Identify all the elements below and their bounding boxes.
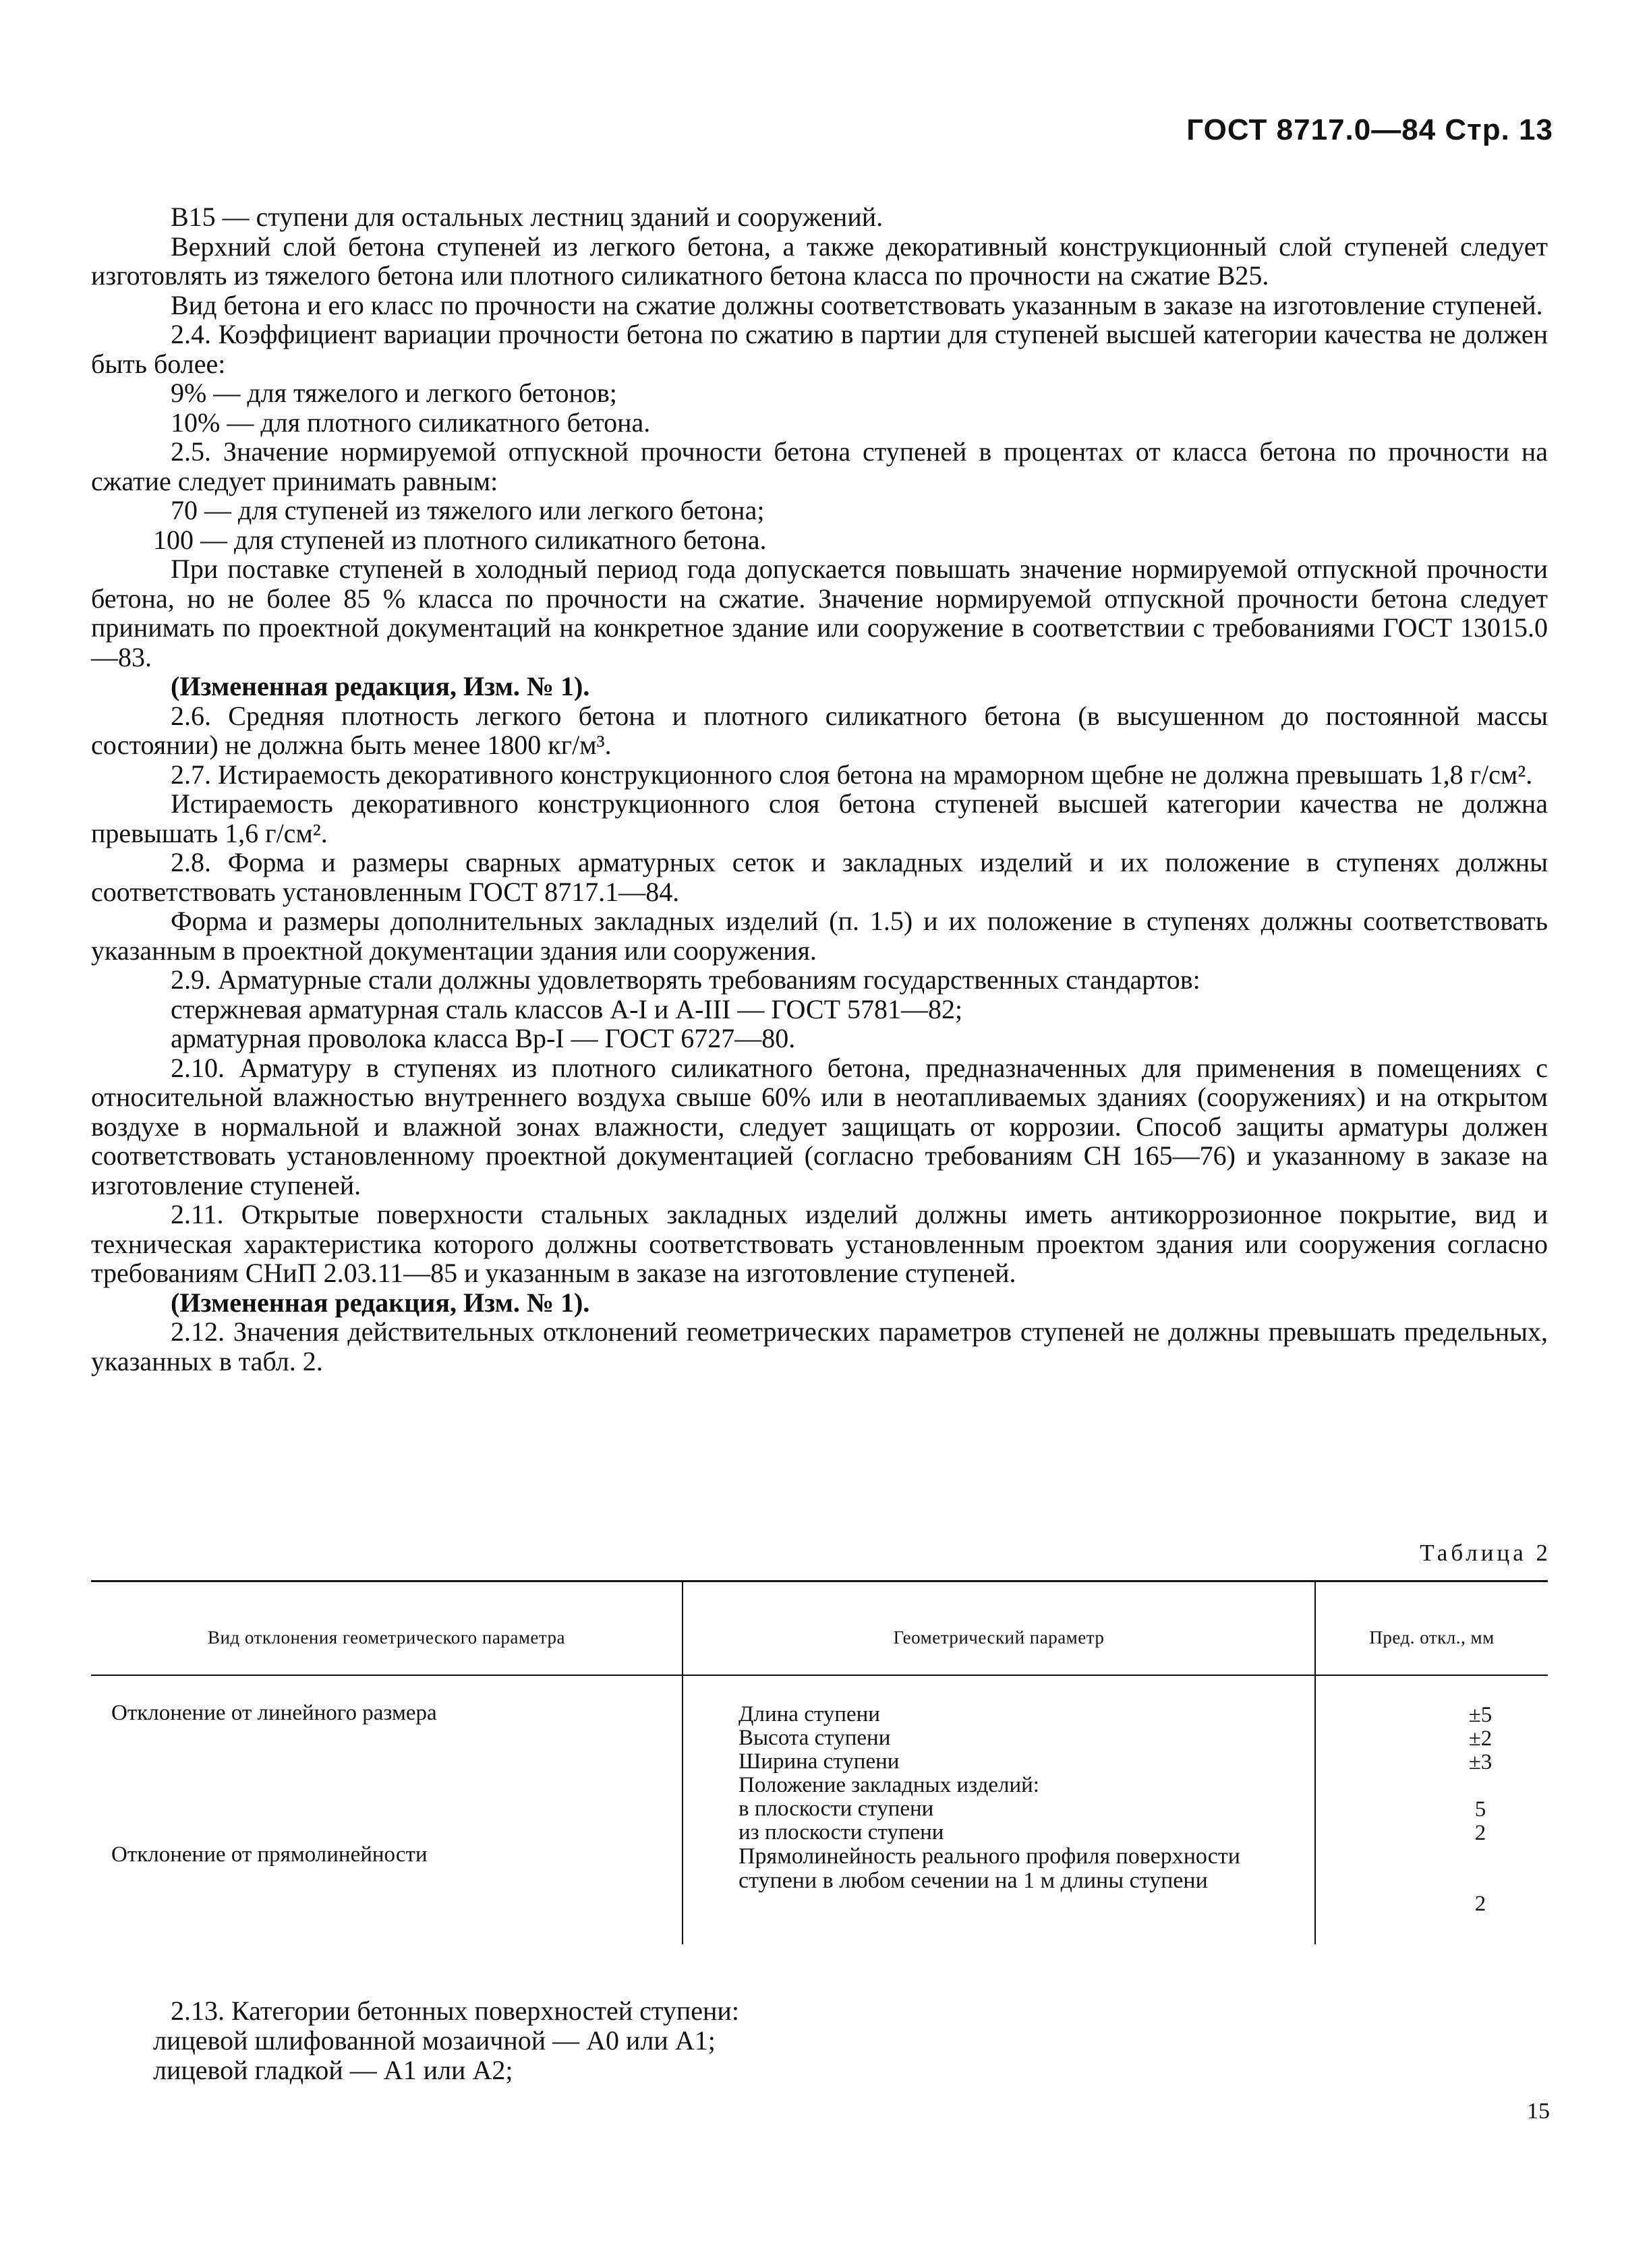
paragraph: Форма и размеры дополнительных закладных изделий (п. 1.5) и их положение в ступенях должны соответствовать указанным в проектной документации здания или сооружения. bbox=[91, 906, 1548, 966]
paragraph: 2.6. Средняя плотность легкого бетона и плотного силикатного бетона (в высушенном до постоянной массы состоянии) не должна быть менее 1800 кг/м³. bbox=[91, 700, 1548, 760]
paragraph: 2.4. Коэффициент вариации прочности бетона по сжатию в партии для ступеней высшей категории качества не должен быть более: bbox=[91, 319, 1548, 379]
list-item: стержневая арматурная сталь классов A-I и A-III — ГОСТ 5781—82; bbox=[171, 993, 963, 1024]
table-header-rule bbox=[91, 1675, 1548, 1676]
table-cell: Положение закладных изделий: bbox=[738, 1773, 1039, 1797]
deviation-table bbox=[91, 1580, 1548, 1944]
table-cell: Ширина ступени bbox=[738, 1749, 900, 1774]
list-item: лицевой гладкой — А1 или А2; bbox=[153, 2055, 513, 2085]
table-cell: ±3 bbox=[1468, 1750, 1493, 1774]
table-cell: Длина ступени bbox=[738, 1702, 880, 1726]
paragraph: 2.9. Арматурные стали должны удовлетворять требованиям государственных стандартов: bbox=[171, 964, 1200, 995]
table-cell: ±2 bbox=[1468, 1726, 1493, 1751]
paragraph: 2.7. Истираемость декоративного конструкционного слоя бетона на мраморном щебне не должна превышать 1,8 г/см². bbox=[171, 759, 1533, 790]
list-item: 9% — для тяжелого и легкого бетонов; bbox=[171, 378, 617, 408]
list-item: 10% — для плотного силикатного бетона. bbox=[171, 407, 651, 438]
list-item: лицевой шлифованной мозаичной — А0 или А1; bbox=[153, 2025, 716, 2056]
table-cell: ±5 bbox=[1468, 1703, 1493, 1727]
table-cell: 2 bbox=[1474, 1821, 1486, 1845]
table-top-rule bbox=[91, 1580, 1548, 1582]
paragraph: Истираемость декоративного конструкционного слоя бетона ступеней высшей категории качества не должна превышать 1,6 г/см². bbox=[91, 788, 1548, 848]
paragraph: 2.11. Открытые поверхности стальных закладных изделий должны иметь антикоррозионное покрытие, вид и техническая характеристика которого должны соответствовать установленным проектом здания или сооружения согласно требованиям СНиП 2.03.11—85 и указанным в заказе на изготовление ступеней. bbox=[91, 1199, 1548, 1288]
table-cell: Отклонение от прямолинейности bbox=[111, 1842, 428, 1867]
table-cell: 5 bbox=[1474, 1797, 1486, 1822]
list-item: 70 — для ступеней из тяжелого или легкого бетона; bbox=[171, 495, 765, 525]
table-cell: Прямолинейность реального профиля поверхности ступени в любом сечении на 1 м длины ступени bbox=[738, 1844, 1240, 1893]
paragraph: При поставке ступеней в холодный период года допускается повышать значение нормируемой отпускной прочности бетона, но не более 85 % класса по прочности на сжатие. Значение нормируемой отпускной прочности бетона следует принимать по проектной документаций на конкретное здание или сооружение в соответствии с требованиями ГОСТ 13015.0—83. bbox=[91, 554, 1548, 672]
document-body bbox=[91, 202, 1548, 1376]
amendment-note: (Измененная редакция, Изм. № 1). bbox=[171, 671, 590, 701]
paragraph: 2.13. Категории бетонных поверхностей ступени: bbox=[171, 1996, 739, 2026]
table-header-cell: Вид отклонения геометрического параметра bbox=[207, 1627, 566, 1648]
table-caption: Таблица 2 bbox=[1420, 1540, 1551, 1566]
paragraph: 2.8. Форма и размеры сварных арматурных сеток и закладных изделий и их положение в ступенях должны соответствовать установленным ГОСТ 8717.1—84. bbox=[91, 847, 1548, 907]
page-header: ГОСТ 8717.0—84 Стр. 13 bbox=[1186, 113, 1553, 146]
paragraph: Вид бетона и его класс по прочности на сжатие должны соответствовать указанным в заказе на изготовление ступеней. bbox=[171, 289, 1543, 320]
table-cell: из плоскости ступени bbox=[738, 1820, 944, 1844]
list-item: арматурная проволока класса Вр-I — ГОСТ 6727—80. bbox=[171, 1023, 796, 1053]
page-number: 15 bbox=[1527, 2099, 1550, 2124]
section-2-13 bbox=[91, 1996, 1548, 2085]
paragraph: 2.10. Арматуру в ступенях из плотного силикатного бетона, предназначенных для применения в помещениях с относительной влажностью внутреннего воздуха свыше 60% или в неотапливаемых зданиях (сооружениях) и на открытом воздухе в нормальной и влажной зонах влажности, следует защищать от коррозии. Способ защиты арматуры должен соответствовать установленному проектной документацией (согласно требованиям СН 165—76) и указанному в заказе на изготовление ступеней. bbox=[91, 1052, 1548, 1200]
paragraph: 2.12. Значения действительных отклонений геометрических параметров ступеней не должны превышать предельных, указанных в табл. 2. bbox=[91, 1316, 1548, 1376]
table-cell: 2 bbox=[1474, 1892, 1486, 1916]
table-cell: Отклонение от линейного размера bbox=[111, 1701, 437, 1725]
paragraph: В15 — ступени для остальных лестниц зданий и сооружений. bbox=[171, 202, 884, 232]
list-item: 100 — для ступеней из плотного силикатного бетона. bbox=[153, 524, 767, 555]
table-header-cell: Пред. откл., мм bbox=[1369, 1627, 1495, 1648]
table-cell: Высота ступени bbox=[738, 1726, 891, 1750]
paragraph: Верхний слой бетона ступеней из легкого бетона, а также декоративный конструкционный слой ступеней следует изготовлять из тяжелого бетона или плотного силикатного бетона класса по прочности на сжатие В25. bbox=[91, 231, 1548, 291]
paragraph: 2.5. Значение нормируемой отпускной прочности бетона ступеней в процентах от класса бетона по прочности на сжатие следует принимать равным: bbox=[91, 436, 1548, 496]
table-header-cell: Геометрический параметр bbox=[893, 1627, 1105, 1648]
amendment-note: (Измененная редакция, Изм. № 1). bbox=[171, 1287, 590, 1318]
table-cell: в плоскости ступени bbox=[738, 1797, 934, 1821]
